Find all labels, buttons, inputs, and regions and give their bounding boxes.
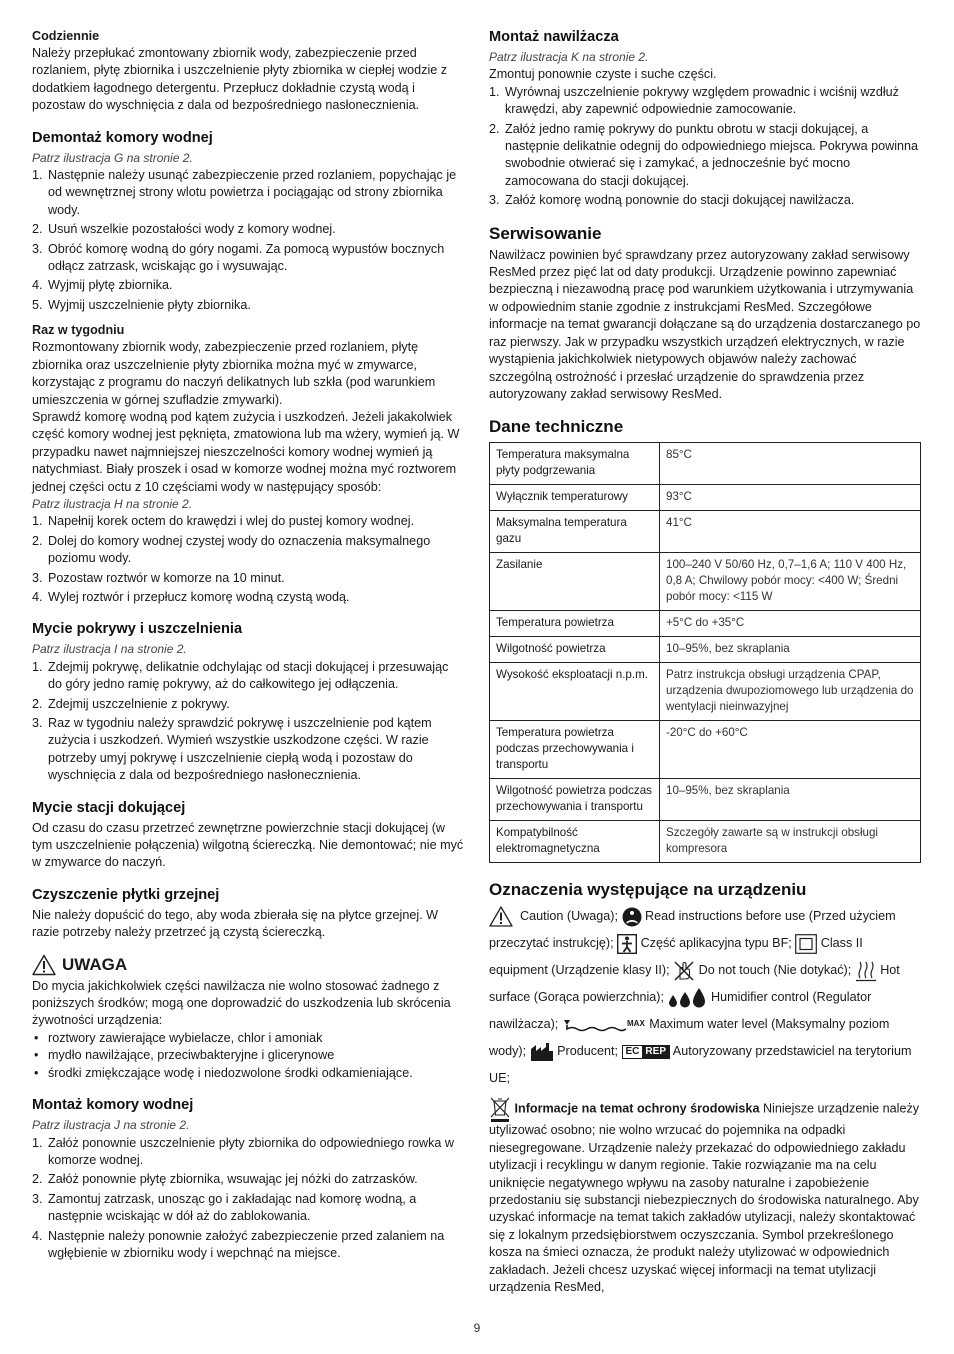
humidifier-control-icon	[667, 987, 707, 1009]
symbols-text	[489, 903, 921, 1092]
dock-text: Od czasu do czasu przetrzeć zewnętrzne powierzchnie stacji dokującej (w tym uszczelnienie połączenia) wilgotną ściereczką. Nie demontować; nie myć w zmywarce do naczyń.	[32, 820, 464, 870]
environment-text	[489, 1096, 921, 1296]
caution-icon	[489, 906, 513, 927]
table-row: Temperatura maksymalna płyty podgrzewania 85°C	[490, 443, 921, 485]
list-item: 1. Następnie należy usunąć zabezpieczenie przed rozlaniem, popychając je od wewnętrznej strony wlotu powietrza i pociągając od strony zbiornika wody.	[32, 168, 457, 217]
disassembly-steps	[32, 167, 464, 314]
read-instructions-icon	[622, 907, 642, 927]
list-item: • roztwory zawierające wybielacze, chlor i amoniak	[32, 1030, 464, 1047]
max-label: MAX	[626, 1018, 645, 1028]
weekly-title: Raz w tygodniu	[32, 323, 125, 338]
table-row: Kompatybilność elektromagnetyczna Szczegóły zawarte są w instrukcji obsługi kompresora	[490, 821, 921, 863]
environment-body: Niniejsze urządzenie należy utylizować osobno; nie wolno wrzucać do pojemnika na odpadki niesegregowane. Urządzenie należy przekazać do odpowiedniego zakładu utylizacji i recyklingu w danym regionie. Takie rozwiązanie ma na celu uniknięcie negatywnego wpływu na zasoby naturalne i zapobieżenie przedostaniu się substancji niebezpiecznych do środowiska naturalnego. Aby uzyskać informacje na temat takich zakładów utylizacji, należy skontaktować się z lokalnym przedsiębiorstwem oczyszczania. Symbol przekreślonego kosza na śmieci oznacza, że produkt należy utylizować w odpowiednich zakładach. Jeżeli chcesz uzyskać więcej informacji na temat utylizacji urządzenia ResMed,	[489, 1101, 920, 1294]
class-ii-icon	[795, 934, 817, 954]
ec-rep-icon: EC REP	[622, 1045, 670, 1059]
crossed-bin-icon	[489, 1096, 511, 1122]
lid-steps	[32, 659, 464, 785]
humid-intro: Zmontuj ponownie czyste i suche części.	[489, 67, 717, 82]
lid-ref: Patrz ilustracja I na stronie 2.	[32, 642, 187, 657]
daily-text: Należy przepłukać zmontowany zbiornik wody, zabezpieczenie przed rozlaniem, płytę zbiornika i uszczelnienie płyty zbiornika w ciepłej wodzie z dodatkiem łagodnego detergentu. Przepłucz dokładnie czystą wodą i pozostaw do wyschnięcia z dala od bezpośredniego nasłonecznienia.	[32, 46, 448, 113]
do-not-touch-icon	[673, 960, 695, 982]
list-item: 1. Zdejmij pokrywę, delikatnie odchylając od stacji dokującej i przesuwając do góry jedno ramię pokrywy, aż do całkowitego jej odłączenia.	[32, 659, 449, 692]
table-row: Zasilanie 100–240 V 50/60 Hz, 0,7–1,6 A; 110 V 400 Hz, 0,8 A; Chwilowy pobór mocy: <400 W; Średni pobór mocy: <115 W	[490, 553, 921, 611]
tech-title: Dane techniczne	[489, 417, 624, 437]
warning-triangle-icon	[32, 954, 56, 976]
weekly-text-1: Rozmontowany zbiornik wody, zabezpieczenie przed rozlaniem, płytę zbiornika oraz uszczelnienie płyty zbiornika można myć w zmywarce, korzystając z programu do naczyń delikatnych lub szkła (pod warunkiem umieszczenia w górnej szufladzie zmywarki).	[32, 340, 436, 407]
weekly-steps	[32, 513, 464, 606]
ec-rep-label: Autoryzowany przedstawiciel na terytorium UE;	[489, 1044, 912, 1086]
right-column	[489, 28, 921, 1296]
list-item: 2. Zdejmij uszczelnienie z pokrywy.	[32, 696, 230, 711]
table-row: Wilgotność powietrza podczas przechowywania i transportu 10–95%, bez skraplania	[490, 779, 921, 821]
max-water-label: Maximum water level (Maksymalny poziom wody);	[489, 1017, 890, 1059]
list-item: 1. Napełnij korek octem do krawędzi i wlej do pustej komory wodnej.	[32, 514, 415, 529]
tech-table	[489, 442, 921, 863]
list-item: 3. Załóż komorę wodną ponownie do stacji dokującej nawilżacza.	[489, 193, 855, 208]
daily-title: Codziennie	[32, 29, 100, 43]
weekly-ref: Patrz ilustracja H na stronie 2.	[32, 496, 193, 511]
assembly-title: Montaż komory wodnej	[32, 1097, 194, 1114]
list-item: 2. Usuń wszelkie pozostałości wody z komory wodnej.	[32, 222, 336, 237]
list-item: 3. Raz w tygodniu należy sprawdzić pokrywę i uszczelnienie pod kątem zużycia i uszkodzeń. Wymień wszystkie uszkodzone części. W razie potrzeby umyj pokrywę i uszczelnienie ciepłą wodą i pozostaw do wyschnięcia z dala od bezpośredniego nasłonecznienia.	[32, 716, 432, 783]
list-item: 4. Wyjmij płytę zbiornika.	[32, 278, 173, 293]
humid-title: Montaż nawilżacza	[489, 29, 619, 45]
warning-header	[32, 954, 464, 976]
dock-title: Mycie stacji dokującej	[32, 799, 186, 816]
table-row: Maksymalna temperatura gazu 41°C	[490, 511, 921, 553]
list-item: 2. Dolej do komory wodnej czystej wody do oznaczenia maksymalnego poziomu wody.	[32, 533, 431, 566]
hot-label: Hot surface (Gorąca powierzchnia);	[489, 963, 900, 1005]
table-row: Wyłącznik temperaturowy 93°C	[490, 485, 921, 511]
do-not-touch-label: Do not touch (Nie dotykać);	[698, 963, 852, 978]
warning-title: UWAGA	[62, 954, 128, 974]
disassembly-ref: Patrz ilustracja G na stronie 2.	[32, 150, 193, 165]
list-item: 3. Pozostaw roztwór w komorze na 10 minut.	[32, 570, 285, 585]
list-item: 4. Następnie należy ponownie założyć zabezpieczenie przed zalaniem na wgłębienie w zbiorniku wody i wepchnąć na miejsce.	[32, 1228, 445, 1260]
list-item: • środki zmiękczające wodę i niedozwolone środki odkamieniające.	[32, 1065, 464, 1082]
manufacturer-label: Producent;	[557, 1044, 619, 1059]
assembly-ref: Patrz ilustracja J na stronie 2.	[32, 1118, 190, 1133]
list-item: 2. Załóż ponownie płytę zbiornika, wsuwając jej nóżki do zatrzasków.	[32, 1172, 418, 1187]
lid-title: Mycie pokrywy i uszczelnienia	[32, 621, 243, 638]
service-text: Nawilżacz powinien być sprawdzany przez autoryzowany zakład serwisowy ResMed przez pięć lat od daty produkcji. Urządzenie powinno zapewniać bezpieczną i niezawodną pracę pod warunkiem użytkowania i utrzymywania w odpowiednim stanie zgodnie z instrukcjami ResMed. Szczegółowe informacje na temat gwarancji dołączane są do urządzenia dostarczanego po raz pierwszy. Jak w przypadku wszystkich urządzeń elektrycznych, w razie wystąpienia jakichkolwiek nietypowych objawów należy zachować szczególną ostrożność i przesłać urządzenie do sprawdzenia przez autoryzowany zakład serwisowy ResMed.	[489, 247, 921, 401]
max-water-level-icon	[562, 1017, 646, 1033]
table-row: Temperatura powietrza +5°C do +35°C	[490, 611, 921, 637]
list-item: 2. Załóż jedno ramię pokrywy do punktu obrotu w stacji dokującej, a następnie delikatnie odegnij do odpowiedniego miejsca. Pokrywa powinna swobodnie otwierać się i zamykać, a jednocześnie być mocno zamocowana do stacji dokującej.	[489, 121, 919, 188]
list-item: 5. Wyjmij uszczelnienie płyty zbiornika.	[32, 297, 251, 312]
list-item: • mydło nawilżające, przeciwbakteryjne i glicerynowe	[32, 1047, 464, 1064]
table-row: Wilgotność powietrza 10–95%, bez skraplania	[490, 637, 921, 663]
caution-label: Caution (Uwaga);	[520, 909, 618, 924]
humid-ref: Patrz ilustracja K na stronie 2.	[489, 50, 649, 64]
service-title: Serwisowanie	[489, 223, 602, 243]
manufacturer-icon	[530, 1042, 554, 1062]
symbols-title: Oznaczenia występujące na urządzeniu	[489, 880, 807, 900]
list-item: 3. Obróć komorę wodną do góry nogami. Za pomocą wypustów bocznych odłącz zatrzask, wciskając go i wysuwając.	[32, 241, 445, 274]
warning-text: Do mycia jakichkolwiek części nawilżacza nie wolno stosować żadnego z poniższych środków; mogą one doprowadzić do uszkodzenia lub skrócenia żywotności urządzenia:	[32, 978, 451, 1028]
assembly-steps	[32, 1135, 464, 1263]
bf-label: Część aplikacyjna typu BF;	[640, 936, 792, 951]
page-number: 9	[473, 1321, 481, 1335]
list-item: 1. Załóż ponownie uszczelnienie płyty zbiornika do odpowiedniego rowka w komorze wodnej.	[32, 1135, 455, 1167]
hot-surface-icon	[855, 960, 877, 982]
warning-list	[32, 1030, 464, 1082]
heater-title: Czyszczenie płytki grzejnej	[32, 886, 220, 903]
class-ii-label: Class II equipment (Urządzenie klasy II);	[489, 936, 863, 978]
humid-control-label: Humidifier control (Regulator nawilżacza);	[489, 990, 872, 1032]
heater-text: Nie należy dopuścić do tego, aby woda zbierała się na płytce grzejnej. W razie potrzeby należy przetrzeć ją czystą ściereczką.	[32, 907, 439, 940]
bf-part-icon	[617, 934, 637, 954]
disassembly-title: Demontaż komory wodnej	[32, 129, 213, 146]
list-item: 1. Wyrównaj uszczelnienie pokrywy względem prowadnic i wciśnij wzdłuż krawędzi, aby zapewnić odpowiednie zamocowanie.	[489, 84, 899, 117]
environment-title: Informacje na temat ochrony środowiska	[514, 1101, 760, 1116]
read-label: Read instructions before use (Przed użyciem przeczytać instrukcję);	[489, 909, 896, 951]
weekly-text-2: Sprawdź komorę wodną pod kątem zużycia i uszkodzeń. Jeżeli jakakolwiek część komory wodnej jest pęknięta, zmatowiona lub ma wżery, wymień ją. W przypadku nawet najmniejszej nieszczelności komory wodnej wymień ją natychmiast. Biały proszek i osad w komorze wodnej można myć roztworem jednej części octu z 10 częściami wody w następujący sposób:	[32, 409, 460, 494]
table-row: Wysokość eksploatacji n.p.m. Patrz instrukcja obsługi urządzenia CPAP, urządzenia dwupoziomowego lub urządzenia do wentylacji nieinwazyjnej	[490, 663, 921, 721]
list-item: 3. Zamontuj zatrzask, unosząc go i zakładając nad komorę wodną, a następnie wciskając w dół aż do zablokowania.	[32, 1191, 417, 1224]
left-column	[32, 28, 464, 1264]
table-row: Temperatura powietrza podczas przechowywania i transportu -20°C do +60°C	[490, 721, 921, 779]
humid-steps	[489, 84, 921, 210]
list-item: 4. Wylej roztwór i przepłucz komorę wodną czystą wodą.	[32, 589, 350, 604]
